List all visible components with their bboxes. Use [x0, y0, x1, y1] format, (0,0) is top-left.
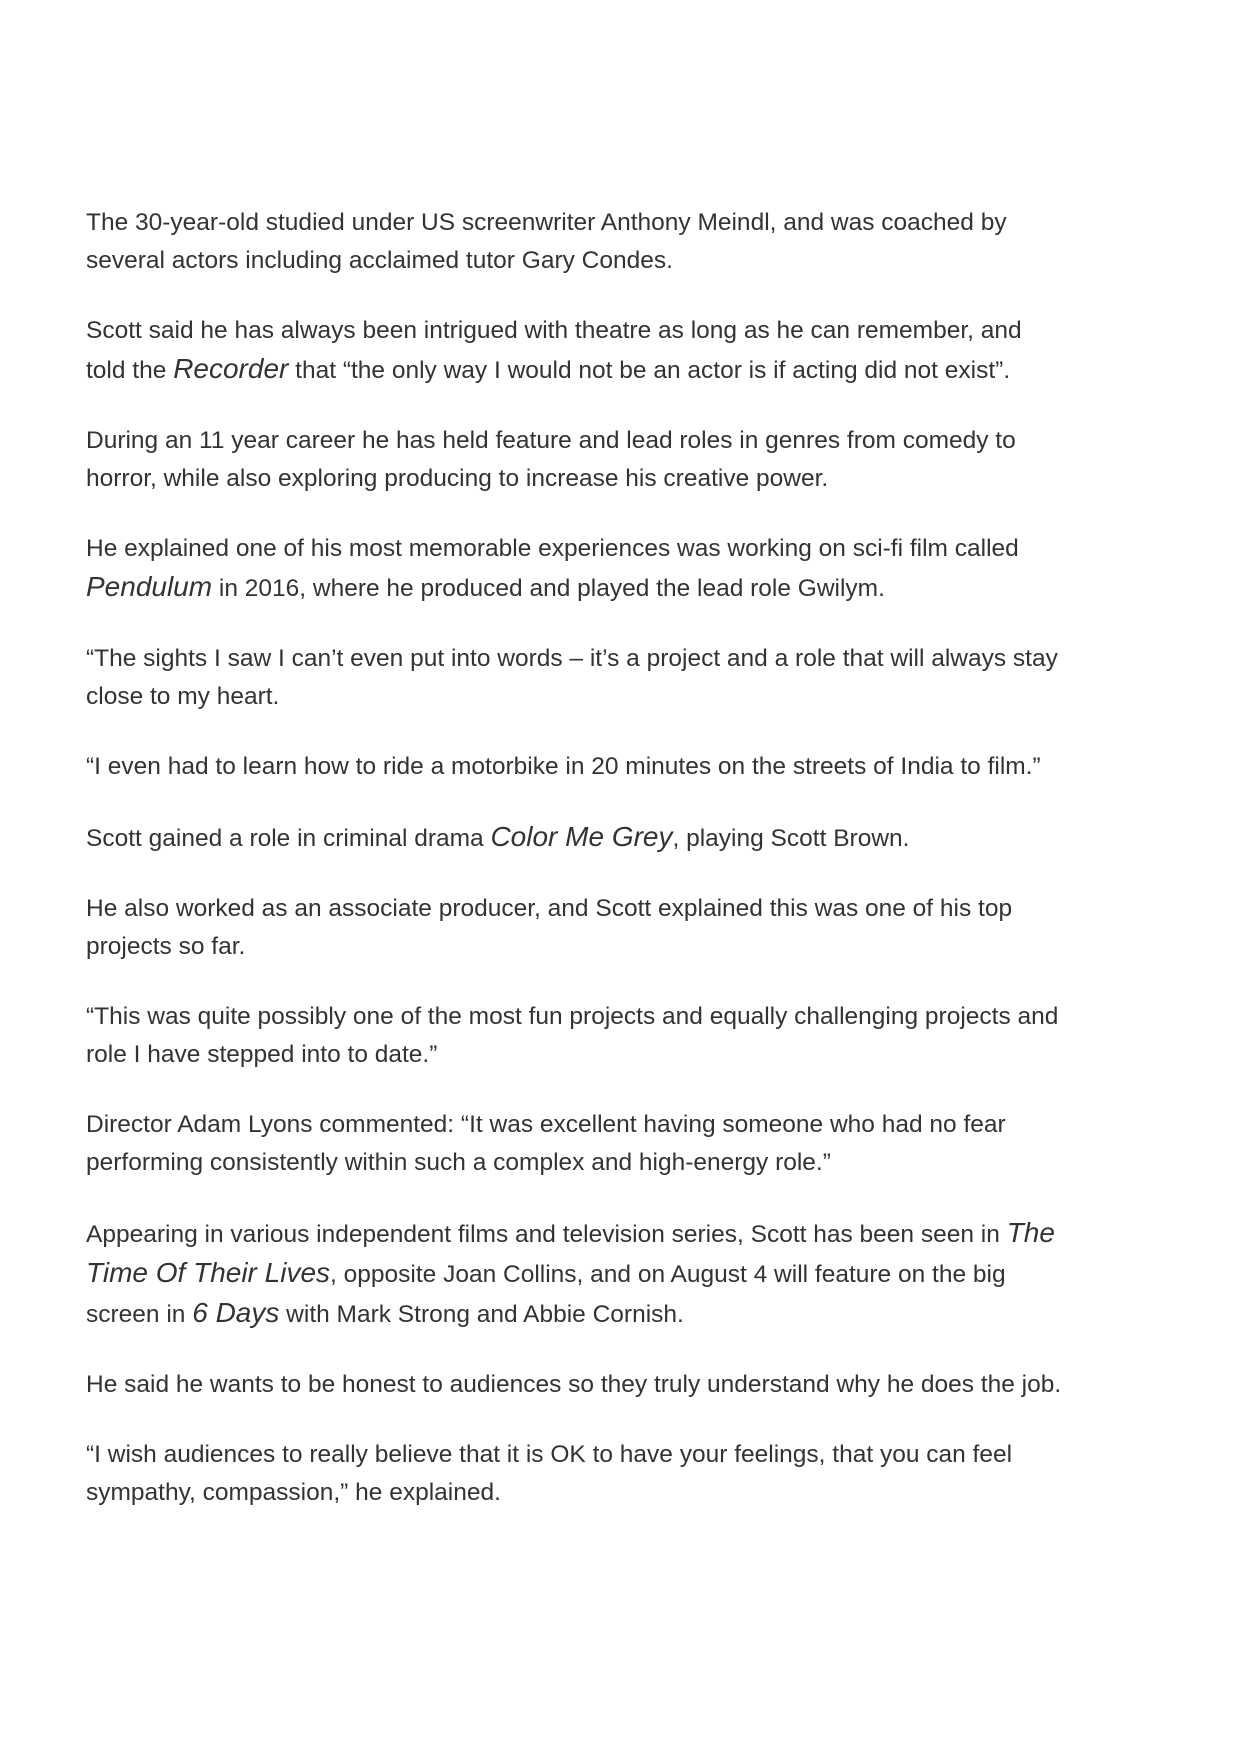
text-line: The 30-year-old studied under US screenwriter Anthony Meindl, and was coached by [86, 209, 1007, 236]
text-line [86, 1214, 1166, 1254]
paragraph [86, 998, 1166, 1074]
text-line: close to my heart. [86, 683, 280, 710]
text-line: projects so far. [86, 933, 246, 960]
text-line [86, 568, 1166, 608]
text-span: with Mark Strong and Abbie Cornish. [279, 1301, 684, 1328]
text-line: sympathy, compassion,” he explained. [86, 1479, 501, 1506]
paragraph [86, 204, 1166, 280]
paragraph [86, 640, 1166, 716]
text-span: screen in [86, 1301, 193, 1328]
text-line [86, 350, 1166, 390]
text-line: several actors including acclaimed tutor Gary Condes. [86, 247, 673, 274]
text-span: Appearing in various independent films and television series, Scott has been seen in [86, 1221, 1007, 1248]
paragraph [86, 890, 1166, 966]
text-span: , playing Scott Brown. [672, 825, 910, 852]
paragraph [86, 530, 1166, 608]
text-line: “I wish audiences to really believe that it is OK to have your feelings, that you can feel [86, 1441, 1013, 1468]
film-title: Color Me Grey [490, 821, 673, 852]
text-line: He explained one of his most memorable experiences was working on sci-fi film called [86, 535, 1019, 562]
text-line: performing consistently within such a complex and high-energy role.” [86, 1149, 831, 1176]
film-title: 6 Days [192, 1297, 280, 1328]
text-line: horror, while also exploring producing to increase his creative power. [86, 465, 829, 492]
text-line [86, 1294, 1166, 1334]
paragraph [86, 748, 1166, 786]
paragraph [86, 818, 1166, 858]
article-body [86, 204, 1166, 1544]
text-line: “This was quite possibly one of the most fun projects and equally challenging projects and [86, 1003, 1059, 1030]
show-title: The [1006, 1217, 1055, 1248]
text-line [86, 1254, 1166, 1294]
text-span: in 2016, where he produced and played the lead role Gwilym. [212, 575, 885, 602]
text-span: Scott gained a role in criminal drama [86, 825, 491, 852]
text-line: role I have stepped into to date.” [86, 1041, 438, 1068]
paragraph [86, 1214, 1166, 1334]
text-span: told the [86, 357, 174, 384]
show-title: Time Of Their Lives [86, 1257, 331, 1288]
text-line: He also worked as an associate producer, and Scott explained this was one of his top [86, 895, 1013, 922]
paragraph [86, 1436, 1166, 1512]
paragraph [86, 1366, 1166, 1404]
text-line: Director Adam Lyons commented: “It was excellent having someone who had no fear [86, 1111, 1006, 1138]
text-line: Scott said he has always been intrigued with theatre as long as he can remember, and [86, 317, 1022, 344]
paragraph [86, 422, 1166, 498]
film-title: Pendulum [86, 571, 213, 602]
text-line: “The sights I saw I can’t even put into words – it’s a project and a role that will always stay [86, 645, 1058, 672]
text-line [86, 818, 1166, 858]
text-line: “I even had to learn how to ride a motorbike in 20 minutes on the streets of India to film.” [86, 753, 1041, 780]
text-span: , opposite Joan Collins, and on August 4 will feature on the big [330, 1261, 1006, 1288]
text-line: During an 11 year career he has held feature and lead roles in genres from comedy to [86, 427, 1016, 454]
paragraph [86, 1106, 1166, 1182]
text-line: He said he wants to be honest to audiences so they truly understand why he does the job. [86, 1371, 1062, 1398]
text-span: that “the only way I would not be an actor is if acting did not exist”. [288, 357, 1011, 384]
paragraph [86, 312, 1166, 390]
publication-title: Recorder [173, 353, 289, 384]
